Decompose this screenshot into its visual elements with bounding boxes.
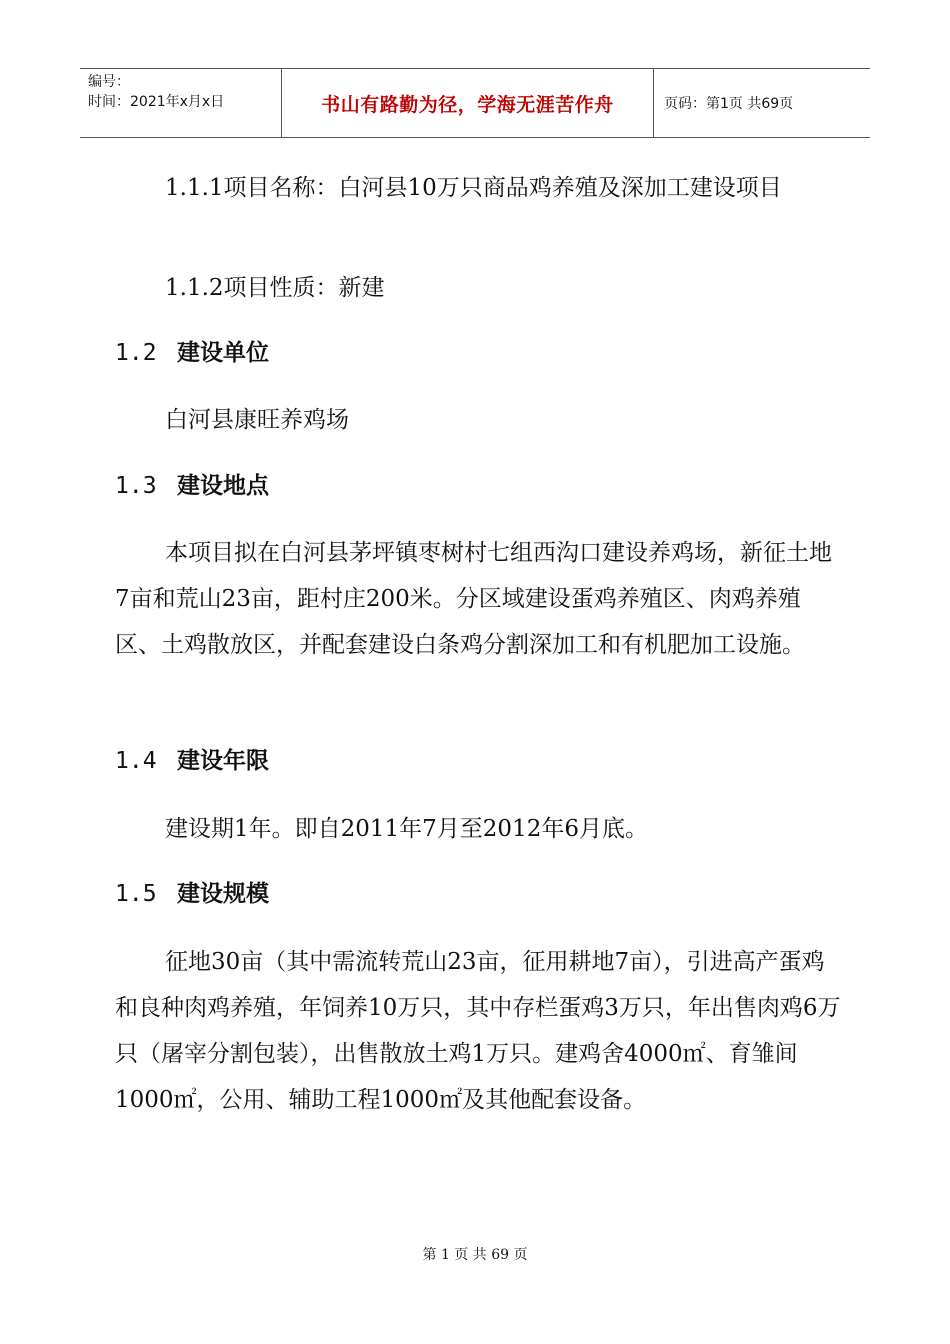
section-title: 建设年限	[177, 748, 269, 774]
header-page-info: 页码：第1页 共69页	[664, 96, 794, 112]
paragraph-construction-period: 建设期1年。即自2011年7月至2012年6月底。	[165, 816, 648, 842]
section-number: 1.3	[115, 473, 157, 499]
section-number: 1.5	[115, 881, 157, 907]
paragraph-project-name: 1.1.1项目名称：白河县10万只商品鸡养殖及深加工建设项目	[165, 175, 782, 201]
section-heading-1-4	[115, 742, 269, 775]
header-meta	[80, 69, 281, 137]
section-heading-1-2	[115, 334, 269, 367]
section-title: 建设规模	[177, 881, 269, 907]
header-motto: 书山有路勤为径，学海无涯苦作舟	[281, 69, 654, 137]
section-title: 建设单位	[177, 340, 269, 366]
document-time-label: 时间：2021年x月x日	[88, 94, 225, 110]
paragraph-project-nature: 1.1.2项目性质：新建	[165, 275, 385, 301]
page-footer: 第 1 页 共 69 页	[422, 1247, 528, 1263]
section-heading-1-5	[115, 875, 269, 908]
document-number-label: 编号：	[88, 74, 130, 90]
section-heading-1-3	[115, 467, 269, 500]
paragraph-construction-site: 本项目拟在白河县茅坪镇枣树村七组西沟口建设养鸡场，新征土地7亩和荒山23亩，距村庄200米。分区域建设蛋鸡养殖区、肉鸡养殖区、土鸡散放区，并配套建设白条鸡分割深加工和有机肥加工设施。	[115, 540, 832, 658]
section-number: 1.2	[115, 340, 157, 366]
paragraph-construction-scale: 征地30亩（其中需流转荒山23亩，征用耕地7亩），引进高产蛋鸡和良种肉鸡养殖，年饲养10万只，其中存栏蛋鸡3万只，年出售肉鸡6万只（屠宰分割包装），出售散放土鸡1万只。建鸡舍4000㎡、育雏间1000㎡，公用、辅助工程1000㎡及其他配套设备。	[115, 949, 841, 1113]
paragraph-construction-unit: 白河县康旺养鸡场	[165, 407, 349, 433]
section-number: 1.4	[115, 748, 157, 774]
section-title: 建设地点	[177, 473, 269, 499]
page-header	[80, 68, 870, 138]
